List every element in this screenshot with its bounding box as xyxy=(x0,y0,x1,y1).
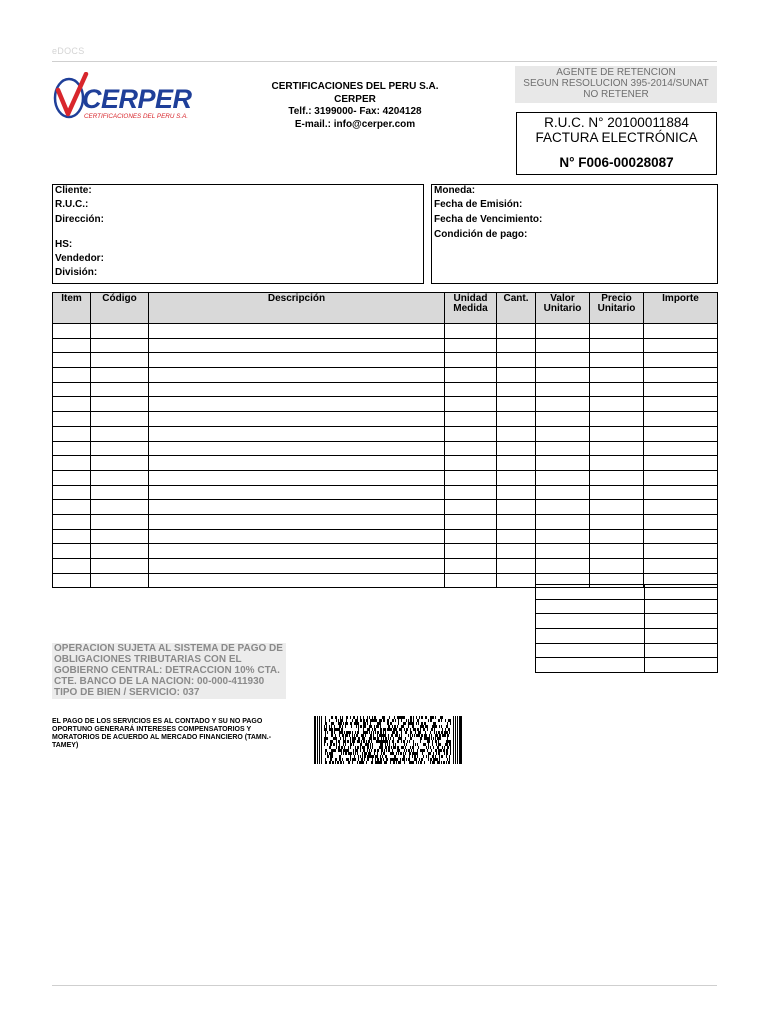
table-cell xyxy=(536,426,590,441)
table-cell xyxy=(149,353,445,368)
table-cell xyxy=(91,397,149,412)
col-codigo-header: Código xyxy=(91,293,149,324)
direccion-label: Dirección: xyxy=(55,214,104,225)
table-cell xyxy=(590,485,644,500)
table-cell xyxy=(644,324,718,339)
items-table xyxy=(52,292,718,588)
client-box xyxy=(52,184,424,284)
table-cell xyxy=(53,456,91,471)
table-cell xyxy=(53,397,91,412)
table-cell xyxy=(445,338,497,353)
table-cell xyxy=(536,353,590,368)
table-cell xyxy=(497,324,536,339)
condicion-pago-label: Condición de pago: xyxy=(434,229,528,240)
table-cell xyxy=(91,353,149,368)
table-cell xyxy=(149,500,445,515)
table-cell xyxy=(536,397,590,412)
table-cell xyxy=(53,324,91,339)
table-row xyxy=(53,529,718,544)
table-cell xyxy=(445,382,497,397)
table-cell xyxy=(590,456,644,471)
detraccion-notice: OPERACION SUJETA AL SISTEMA DE PAGO DE OBLIGACIONES TRIBUTARIAS CON EL GOBIERNO CENTRAL: DETRACCION 10% CTA. CTE. BANCO DE LA NACION: 00-000-411930 TIPO DE BIEN / SERVICIO: 037 xyxy=(52,643,286,699)
table-cell xyxy=(445,324,497,339)
table-cell xyxy=(644,544,718,559)
agente-line-2: SEGUN RESOLUCION 395-2014/SUNAT xyxy=(523,78,709,89)
table-cell xyxy=(149,412,445,427)
table-cell xyxy=(536,412,590,427)
col-importe-header: Importe xyxy=(644,293,718,324)
table-cell xyxy=(445,544,497,559)
table-cell xyxy=(536,324,590,339)
table-cell xyxy=(536,382,590,397)
table-cell xyxy=(497,514,536,529)
vendedor-label: Vendedor: xyxy=(55,253,104,264)
table-cell xyxy=(536,559,590,574)
table-cell xyxy=(149,529,445,544)
table-cell xyxy=(644,412,718,427)
moneda-label: Moneda: xyxy=(434,185,476,196)
table-cell xyxy=(149,470,445,485)
table-cell xyxy=(445,426,497,441)
table-cell xyxy=(91,382,149,397)
table-row xyxy=(53,470,718,485)
table-cell xyxy=(445,441,497,456)
col-precio-header: Precio Unitario xyxy=(590,293,644,324)
table-cell xyxy=(536,368,590,383)
table-row xyxy=(53,441,718,456)
top-divider xyxy=(52,61,717,62)
table-cell xyxy=(445,397,497,412)
table-cell xyxy=(53,470,91,485)
table-cell xyxy=(149,324,445,339)
agente-line-3: NO RETENER xyxy=(583,89,649,100)
totals-cell xyxy=(536,643,645,658)
payment-box xyxy=(431,184,718,284)
table-cell xyxy=(536,338,590,353)
totals-cell xyxy=(645,643,718,658)
table-cell xyxy=(497,559,536,574)
table-cell xyxy=(149,514,445,529)
table-row xyxy=(53,559,718,574)
table-cell xyxy=(644,559,718,574)
fecha-vencimiento-label: Fecha de Vencimiento: xyxy=(434,214,543,225)
table-cell xyxy=(53,544,91,559)
table-cell xyxy=(53,426,91,441)
totals-row xyxy=(536,643,718,658)
table-cell xyxy=(644,353,718,368)
table-cell xyxy=(149,456,445,471)
table-cell xyxy=(497,368,536,383)
table-cell xyxy=(590,382,644,397)
table-cell xyxy=(445,353,497,368)
table-cell xyxy=(497,529,536,544)
company-phone: Telf.: 3199000- Fax: 4204128 xyxy=(288,106,422,117)
table-cell xyxy=(53,412,91,427)
table-cell xyxy=(53,573,91,588)
company-info xyxy=(255,81,455,131)
payment-terms-note: EL PAGO DE LOS SERVICIOS ES AL CONTADO Y SU NO PAGO OPORTUNO GENERARÁ INTERESES COMPENSATORIOS Y MORATORIOS DE ACUERDO AL MERCADO FINANCIERO (TAMN.- TAMEY) xyxy=(52,718,272,749)
table-cell xyxy=(644,338,718,353)
table-cell xyxy=(91,338,149,353)
table-cell xyxy=(53,368,91,383)
table-row xyxy=(53,412,718,427)
table-cell xyxy=(91,324,149,339)
table-cell xyxy=(590,544,644,559)
table-cell xyxy=(497,573,536,588)
table-cell xyxy=(497,441,536,456)
table-cell xyxy=(497,544,536,559)
document-type: FACTURA ELECTRÓNICA xyxy=(535,130,698,145)
fecha-emision-label: Fecha de Emisión: xyxy=(434,199,523,210)
table-cell xyxy=(590,397,644,412)
table-cell xyxy=(53,529,91,544)
bottom-divider xyxy=(52,985,717,986)
table-cell xyxy=(53,338,91,353)
col-valor-header: Valor Unitario xyxy=(536,293,590,324)
invoice-number: N° F006-00028087 xyxy=(559,155,674,170)
table-cell xyxy=(536,485,590,500)
table-cell xyxy=(497,500,536,515)
table-cell xyxy=(497,338,536,353)
table-cell xyxy=(53,382,91,397)
table-cell xyxy=(91,456,149,471)
totals-cell xyxy=(645,614,718,629)
table-cell xyxy=(149,382,445,397)
totals-cell xyxy=(645,658,718,673)
table-cell xyxy=(445,500,497,515)
table-cell xyxy=(149,441,445,456)
table-cell xyxy=(445,485,497,500)
totals-cell xyxy=(536,585,645,600)
table-cell xyxy=(497,456,536,471)
table-cell xyxy=(536,470,590,485)
table-cell xyxy=(644,456,718,471)
table-cell xyxy=(644,514,718,529)
items-header-row xyxy=(53,293,718,324)
table-cell xyxy=(590,559,644,574)
table-cell xyxy=(536,441,590,456)
cliente-label: Cliente: xyxy=(55,185,92,196)
table-row xyxy=(53,426,718,441)
table-cell xyxy=(590,368,644,383)
table-cell xyxy=(53,500,91,515)
table-cell xyxy=(590,324,644,339)
table-cell xyxy=(590,441,644,456)
agente-line-1: AGENTE DE RETENCION xyxy=(556,67,676,78)
table-cell xyxy=(149,573,445,588)
totals-cell xyxy=(536,629,645,644)
table-row xyxy=(53,485,718,500)
table-cell xyxy=(497,397,536,412)
table-cell xyxy=(149,338,445,353)
table-cell xyxy=(497,485,536,500)
table-cell xyxy=(590,426,644,441)
table-cell xyxy=(445,559,497,574)
table-cell xyxy=(590,353,644,368)
division-label: División: xyxy=(55,267,98,278)
table-row xyxy=(53,382,718,397)
totals-row xyxy=(536,585,718,600)
table-cell xyxy=(53,559,91,574)
totals-cell xyxy=(645,585,718,600)
table-cell xyxy=(445,529,497,544)
table-cell xyxy=(91,559,149,574)
table-cell xyxy=(149,559,445,574)
table-cell xyxy=(91,529,149,544)
table-cell xyxy=(497,353,536,368)
table-row xyxy=(53,353,718,368)
table-cell xyxy=(53,441,91,456)
table-cell xyxy=(497,426,536,441)
table-cell xyxy=(536,456,590,471)
edocs-watermark: eDOCS xyxy=(52,46,85,56)
table-cell xyxy=(644,368,718,383)
table-cell xyxy=(445,470,497,485)
table-cell xyxy=(644,529,718,544)
table-row xyxy=(53,456,718,471)
table-cell xyxy=(91,426,149,441)
table-cell xyxy=(91,441,149,456)
table-cell xyxy=(644,500,718,515)
table-cell xyxy=(445,368,497,383)
table-row xyxy=(53,500,718,515)
table-row xyxy=(53,338,718,353)
table-cell xyxy=(497,470,536,485)
totals-cell xyxy=(536,658,645,673)
totals-row xyxy=(536,614,718,629)
totals-row xyxy=(536,658,718,673)
totals-row xyxy=(536,599,718,614)
ruc-number: R.U.C. N° 20100011884 xyxy=(544,115,689,130)
table-cell xyxy=(149,397,445,412)
cerper-logo xyxy=(52,72,192,122)
table-cell xyxy=(590,529,644,544)
table-cell xyxy=(445,456,497,471)
table-cell xyxy=(590,470,644,485)
col-item-header: Item xyxy=(53,293,91,324)
table-row xyxy=(53,544,718,559)
table-cell xyxy=(590,338,644,353)
table-cell xyxy=(536,544,590,559)
table-row xyxy=(53,368,718,383)
logo-brand-text: CERPER xyxy=(82,84,192,114)
table-cell xyxy=(445,514,497,529)
table-cell xyxy=(53,514,91,529)
hs-label: HS: xyxy=(55,239,73,250)
client-ruc-label: R.U.C.: xyxy=(55,199,89,210)
table-cell xyxy=(644,382,718,397)
table-cell xyxy=(536,529,590,544)
table-cell xyxy=(536,514,590,529)
totals-row xyxy=(536,629,718,644)
table-row xyxy=(53,514,718,529)
col-cant-header: Cant. xyxy=(497,293,536,324)
table-row xyxy=(53,324,718,339)
table-cell xyxy=(91,573,149,588)
table-cell xyxy=(590,500,644,515)
table-cell xyxy=(644,426,718,441)
barcode-icon xyxy=(314,716,462,764)
totals-cell xyxy=(536,599,645,614)
table-cell xyxy=(91,470,149,485)
table-row xyxy=(53,397,718,412)
table-cell xyxy=(91,368,149,383)
table-cell xyxy=(644,470,718,485)
ruc-box xyxy=(516,112,717,175)
table-cell xyxy=(149,544,445,559)
table-cell xyxy=(53,485,91,500)
totals-table xyxy=(535,584,718,673)
table-cell xyxy=(590,514,644,529)
table-cell xyxy=(644,441,718,456)
totals-cell xyxy=(645,599,718,614)
table-cell xyxy=(149,485,445,500)
company-name: CERTIFICACIONES DEL PERU S.A. xyxy=(271,81,439,92)
table-cell xyxy=(445,573,497,588)
table-cell xyxy=(149,426,445,441)
table-cell xyxy=(590,412,644,427)
table-cell xyxy=(445,412,497,427)
table-cell xyxy=(53,353,91,368)
table-cell xyxy=(149,368,445,383)
table-cell xyxy=(497,412,536,427)
logo-tagline-text: CERTIFICACIONES DEL PERU S.A. xyxy=(84,113,189,120)
company-short: CERPER xyxy=(334,93,376,105)
company-email: E-mail.: info@cerper.com xyxy=(294,118,416,130)
table-cell xyxy=(91,544,149,559)
table-cell xyxy=(644,397,718,412)
col-descripcion-header: Descripción xyxy=(149,293,445,324)
table-cell xyxy=(91,514,149,529)
table-cell xyxy=(91,485,149,500)
totals-cell xyxy=(536,614,645,629)
agente-retencion-box xyxy=(515,66,717,103)
table-cell xyxy=(91,500,149,515)
col-unidad-header: Unidad Medida xyxy=(445,293,497,324)
table-cell xyxy=(497,382,536,397)
table-cell xyxy=(536,500,590,515)
table-cell xyxy=(91,412,149,427)
table-cell xyxy=(644,485,718,500)
totals-cell xyxy=(645,629,718,644)
